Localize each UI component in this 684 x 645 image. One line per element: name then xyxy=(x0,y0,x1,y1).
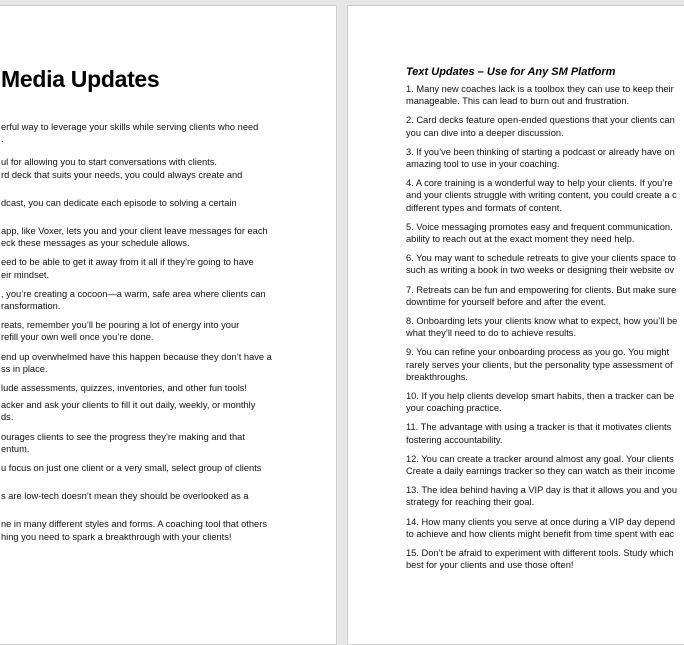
numbered-paragraph: 6. You may want to schedule retreats to give your clients space to such as writing a book in two weeks or designing their website ov xyxy=(406,253,676,276)
section-heading: Text Updates – Use for Any SM Platform xyxy=(406,66,616,78)
paragraph: dcast, you can dedicate each episode to solving a certain xyxy=(1,197,237,208)
numbered-paragraph: 2. Card decks feature open-ended questions that your clients can you can dive into a deeper discussion. xyxy=(406,115,675,138)
numbered-paragraph: 12. You can create a tracker around almost any goal. Your clients Create a daily earnings tracker so they can watch as their income xyxy=(406,453,676,477)
document-page-left xyxy=(0,5,337,645)
paragraph: end up overwhelmed have this happen because they don’t have a ss in place. xyxy=(1,351,272,374)
paragraph: app, like Voxer, lets you and your client leave messages for each eck these messages as your schedule allows. xyxy=(1,226,268,249)
numbered-paragraph: 15. Don’t be afraid to experiment with different tools. Study which best for your clients and use those often! xyxy=(406,548,674,571)
page-title: Media Updates xyxy=(1,66,160,92)
numbered-paragraph: 10. If you help clients develop smart habits, then a tracker can be your coaching practice. xyxy=(406,391,675,414)
paragraph: lude assessments, quizzes, inventories, and other fun tools! xyxy=(1,383,247,394)
document-page-right xyxy=(347,5,684,645)
left-paragraph-list xyxy=(1,121,331,543)
paragraph: ul for allowing you to start conversations with clients. rd deck that suits your needs, you could always create and xyxy=(1,157,243,180)
numbered-paragraph: 7. Retreats can be fun and empowering for clients. But make sure downtime for yourself before and after the event. xyxy=(406,284,677,307)
numbered-paragraph: 8. Onboarding lets your clients know what to expect, how you’ll be what they’ll need to do to achieve results. xyxy=(406,316,678,339)
numbered-paragraph: 14. How many clients you serve at once during a VIP day depend to achieve and how clients might benefit from time spent with eac xyxy=(406,516,676,539)
numbered-paragraph: 4. A core training is a wonderful way to help your clients. If you’re and your clients struggle with writing content, you could create a c different types and formats of content. xyxy=(406,178,677,213)
numbered-paragraph: 3. If you’ve been thinking of starting a podcast or already have on amazing tool to use in your coaching. xyxy=(406,146,675,170)
numbered-paragraph: 1. Many new coaches lack is a toolbox they can use to keep their manageable. This can lead to burn out and frustration. xyxy=(406,84,674,107)
paragraph: eed to be able to get it away from it all if they’re going to have eir mindset. xyxy=(1,257,254,280)
paragraph: erful way to leverage your skills while serving clients who need . xyxy=(1,122,259,145)
paragraph: u focus on just one client or a very small, select group of clients xyxy=(1,463,262,474)
numbered-paragraph: 11. The advantage with using a tracker is that it motivates clients fostering accountability. xyxy=(406,422,672,445)
paragraph: s are low-tech doesn’t mean they should be overlooked as a xyxy=(1,491,249,502)
paragraph: acker and ask your clients to fill it out daily, weekly, or monthly ds. xyxy=(1,400,256,423)
paragraph: , you’re creating a cocoon—a warm, safe area where clients can ransformation. xyxy=(1,288,266,312)
paragraph: reats, remember you’ll be pouring a lot of energy into your refill your own well once you’re done. xyxy=(1,320,240,343)
paragraph: ne in many different styles and forms. A coaching tool that others hing you need to spark a breakthrough with your clients! xyxy=(1,519,267,542)
paragraph: ourages clients to see the progress they’re making and that entum. xyxy=(1,431,245,454)
numbered-paragraph: 9. You can refine your onboarding process as you go. You might rarely serves your clients, but the personality type assessment of breakthroughs. xyxy=(406,347,673,382)
right-paragraph-list xyxy=(406,83,684,572)
numbered-paragraph: 5. Voice messaging promotes easy and frequent communication. ability to reach out at the exact moment they need help. xyxy=(406,221,673,245)
numbered-paragraph: 13. The idea behind having a VIP day is that it allows you and you strategy for reaching their goal. xyxy=(406,485,677,508)
